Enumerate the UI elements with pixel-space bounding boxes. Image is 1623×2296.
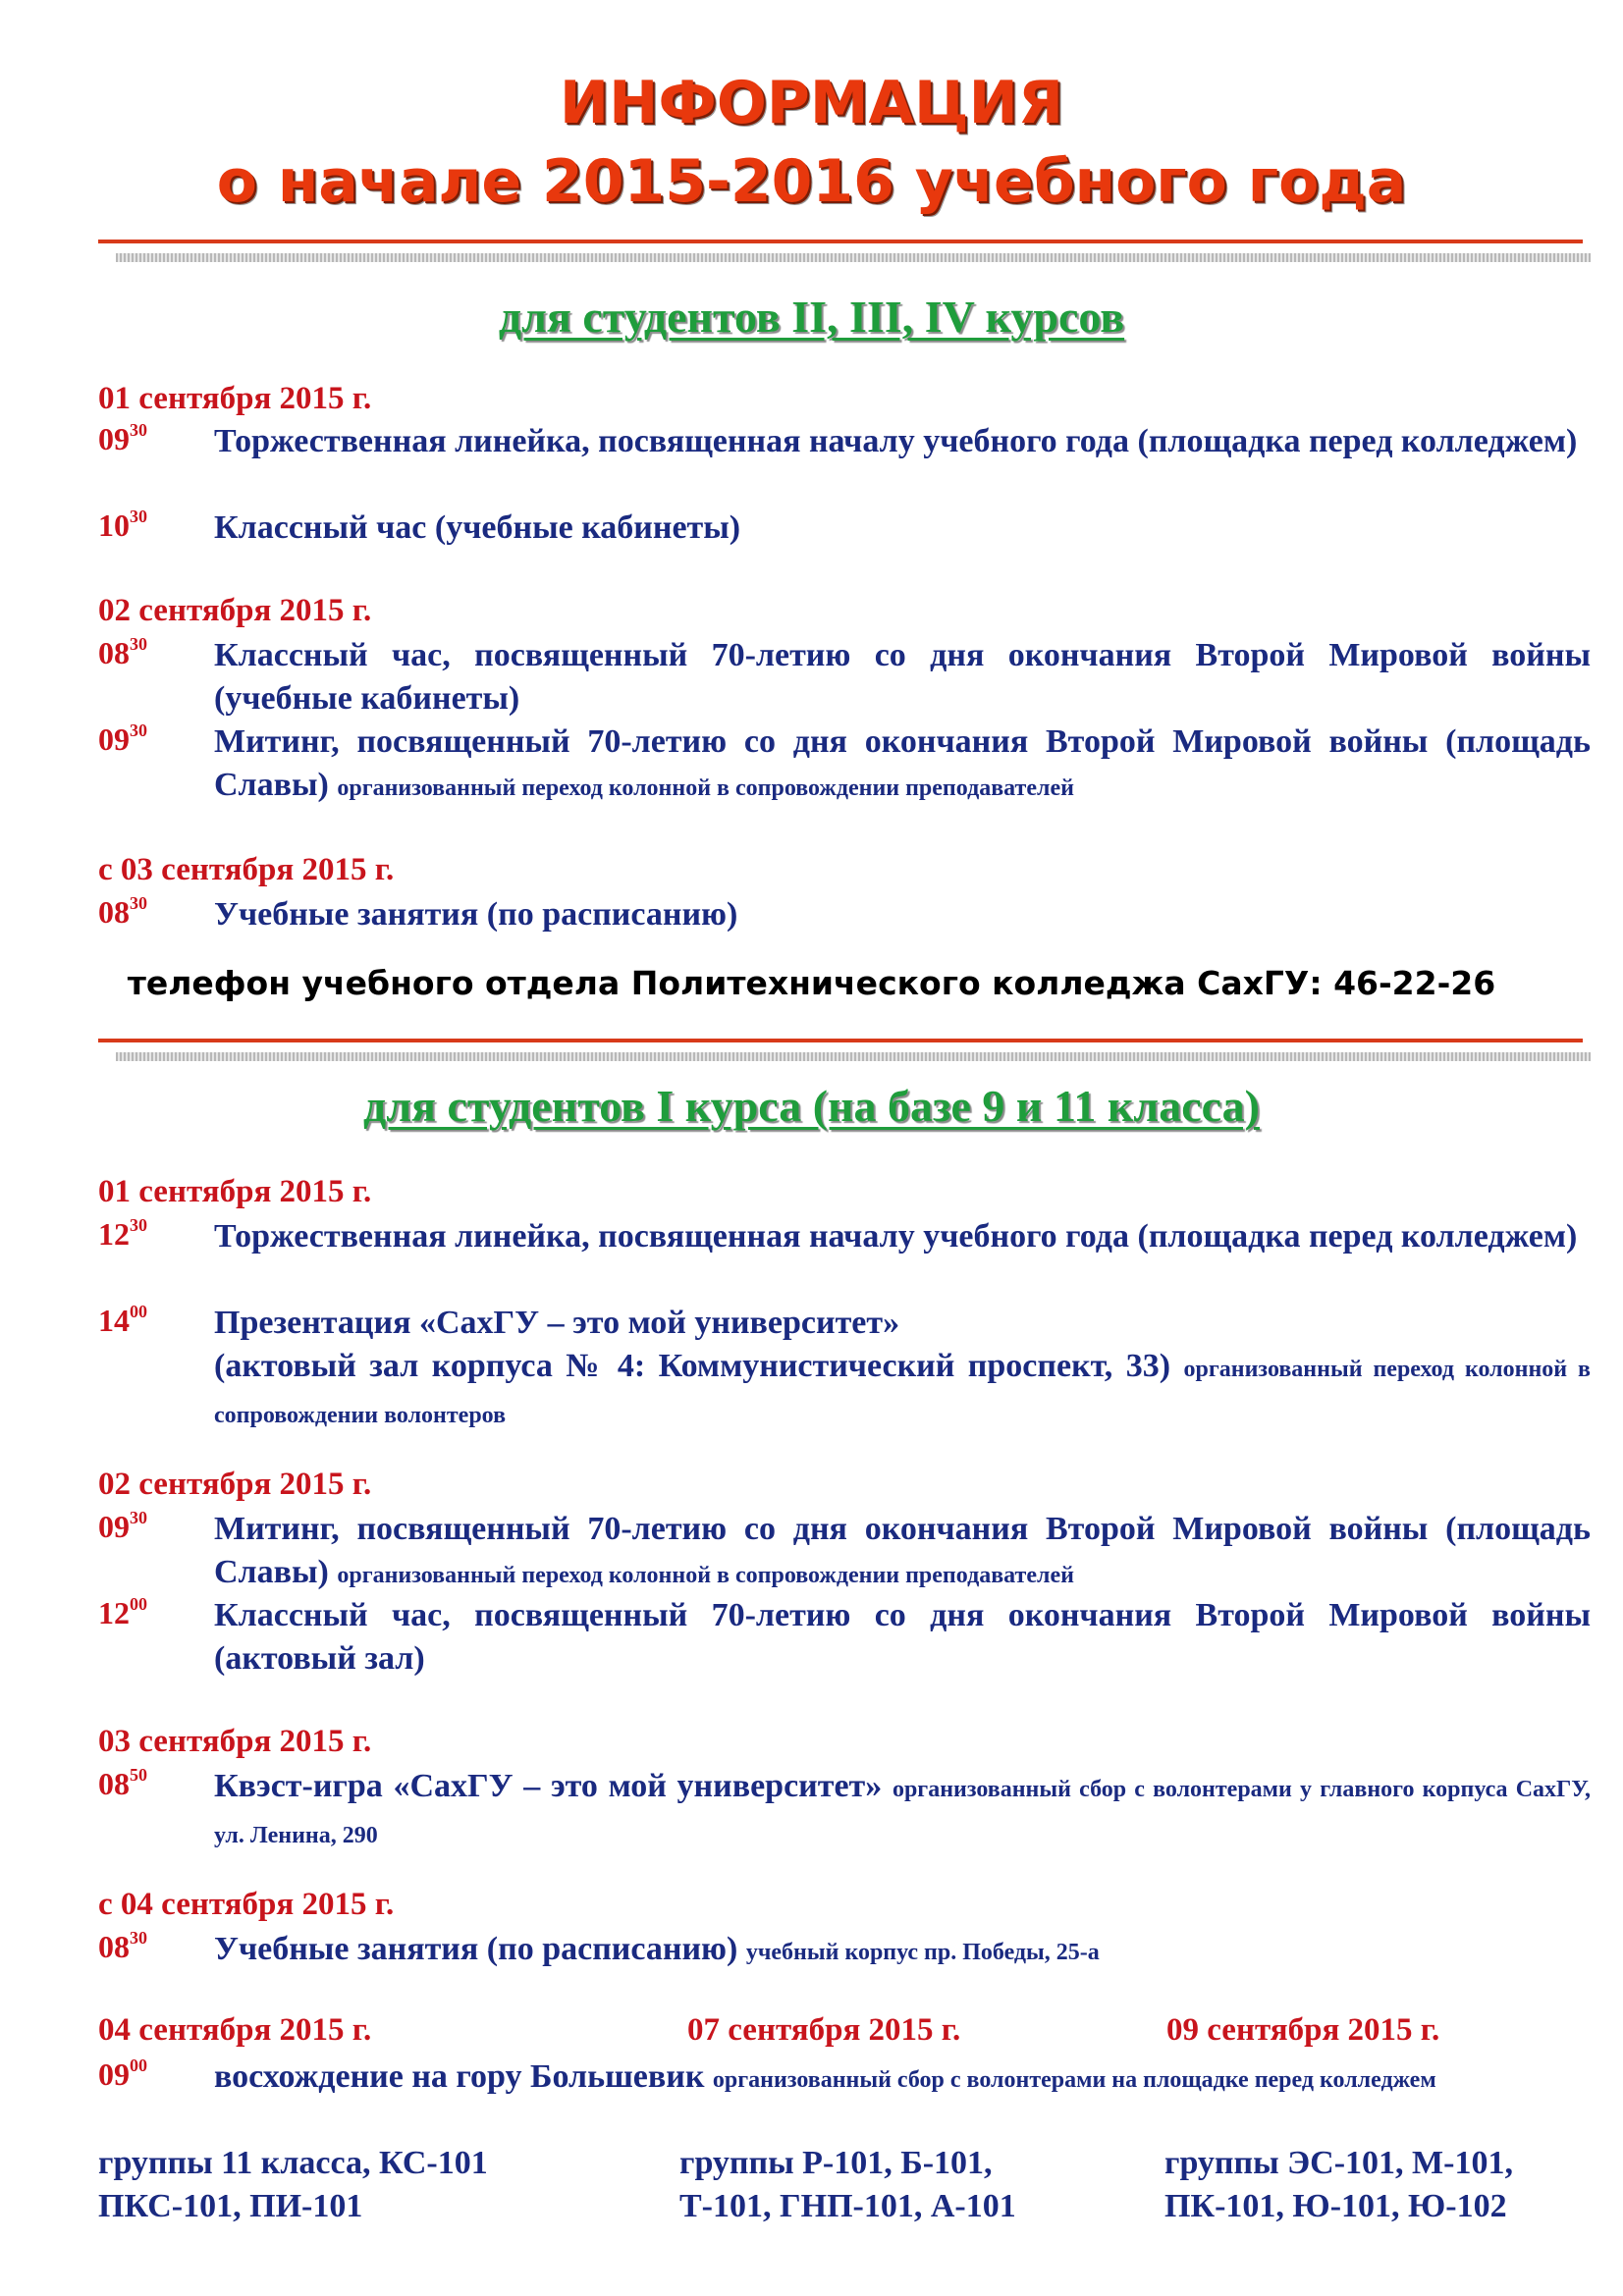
event-time: $08^{30}$ xyxy=(98,634,147,670)
hike-date-1: 04 сентября 2015 г. xyxy=(98,2012,372,2048)
divider-red xyxy=(98,240,1583,243)
phone-line: телефон учебного отдела Политехнического колледжа СахГУ: 46-22-26 xyxy=(127,964,1496,1002)
event-time: $09^{30}$ xyxy=(98,721,147,757)
day-date: 01 сентября 2015 г. xyxy=(98,1174,372,1209)
day-date: 03 сентября 2015 г. xyxy=(98,1724,372,1759)
day-date: с 04 сентября 2015 г. xyxy=(98,1887,395,1922)
hike-groups-2: группы Р-101, Б-101, Т-101, ГНП-101, А-101 xyxy=(679,2145,1016,2224)
event-time: $09^{30}$ xyxy=(98,420,147,456)
hike-date-2: 07 сентября 2015 г. xyxy=(687,2012,961,2048)
hike-groups-3: группы ЭС-101, М-101, ПК-101, Ю-101, Ю-102 xyxy=(1164,2145,1513,2224)
day-date: 02 сентября 2015 г. xyxy=(98,1467,372,1502)
event-note: организованный сбор с волонтерами на площадке перед колледжем xyxy=(712,2067,1436,2093)
event-text: Классный час, посвященный 70-летию со дня окончания Второй Мировой войны (учебные кабинеты) xyxy=(214,637,1591,717)
divider-red xyxy=(98,1039,1583,1042)
event-text: Учебные занятия (по расписанию) учебный корпус пр. Победы, 25-а xyxy=(214,1931,1100,1967)
event-note: организованный переход колонной в сопровождении преподавателей xyxy=(337,775,1074,801)
event-time: $08^{30}$ xyxy=(98,1928,147,1964)
day-date: с 03 сентября 2015 г. xyxy=(98,852,395,887)
event-time: $12^{30}$ xyxy=(98,1215,147,1252)
event-time: $08^{50}$ xyxy=(98,1765,147,1801)
event-text: Торжественная линейка, посвященная началу учебного года (площадка перед колледжем) xyxy=(214,423,1578,459)
event-text: Квэст-игра «СахГУ – это мой университет» организованный сбор с волонтерами у главного корпуса СахГУ, ул. Ленина, 290 xyxy=(214,1768,1592,1848)
event-text: Митинг, посвященный 70-летию со дня окончания Второй Мировой войны (площадь Славы) организованный переход колонной в сопровождении преподавателей xyxy=(214,723,1591,803)
hike-groups-1: группы 11 класса, КС-101 ПКС-101, ПИ-101 xyxy=(98,2145,488,2224)
event-note: учебный корпус пр. Победы, 25-а xyxy=(745,1940,1100,1965)
divider-grey xyxy=(116,253,1591,262)
event-time: $10^{30}$ xyxy=(98,507,147,543)
day-date: 01 сентября 2015 г. xyxy=(98,381,372,416)
divider-grey xyxy=(116,1052,1591,1061)
event-text: Классный час (учебные кабинеты) xyxy=(214,509,741,546)
event-time: $09^{00}$ xyxy=(98,2056,147,2092)
event-note: организованный сбор с волонтерами у главного корпуса СахГУ, ул. Ленина, 290 xyxy=(214,1777,1592,1848)
hike-date-3: 09 сентября 2015 г. xyxy=(1166,2012,1440,2048)
event-text: Классный час, посвященный 70-летию со дня окончания Второй Мировой войны (актовый зал) xyxy=(214,1597,1591,1677)
section-heading-senior: для студентов II, III, IV курсов xyxy=(498,292,1125,342)
page-subtitle: о начале 2015-2016 учебного года xyxy=(216,147,1407,216)
event-text: восхождение на гору Большевик организованный сбор с волонтерами на площадке перед колледжем xyxy=(214,2058,1436,2095)
event-time: $09^{30}$ xyxy=(98,1508,147,1544)
event-text: Презентация «СахГУ – это мой университет» (актовый зал корпуса № 4: Коммунистический проспект, 33) организованный переход колонной в сопровождении волонтеров xyxy=(214,1305,1591,1428)
event-time: $12^{00}$ xyxy=(98,1594,147,1630)
event-note: организованный переход колонной в сопровождении волонтеров xyxy=(214,1357,1591,1428)
section-heading-first-year: для студентов I курса (на базе 9 и 11 класса) xyxy=(363,1081,1260,1131)
day-date: 02 сентября 2015 г. xyxy=(98,593,372,628)
event-time: $14^{00}$ xyxy=(98,1302,147,1338)
event-text: Митинг, посвященный 70-летию со дня окончания Второй Мировой войны (площадь Славы) организованный переход колонной в сопровождении преподавателей xyxy=(214,1511,1591,1590)
event-text: Торжественная линейка, посвященная началу учебного года (площадка перед колледжем) xyxy=(214,1218,1578,1255)
event-time: $08^{30}$ xyxy=(98,893,147,930)
page-title: ИНФОРМАЦИЯ xyxy=(559,69,1064,137)
event-note: организованный переход колонной в сопровождении преподавателей xyxy=(337,1563,1074,1588)
event-text: Учебные занятия (по расписанию) xyxy=(214,896,738,933)
